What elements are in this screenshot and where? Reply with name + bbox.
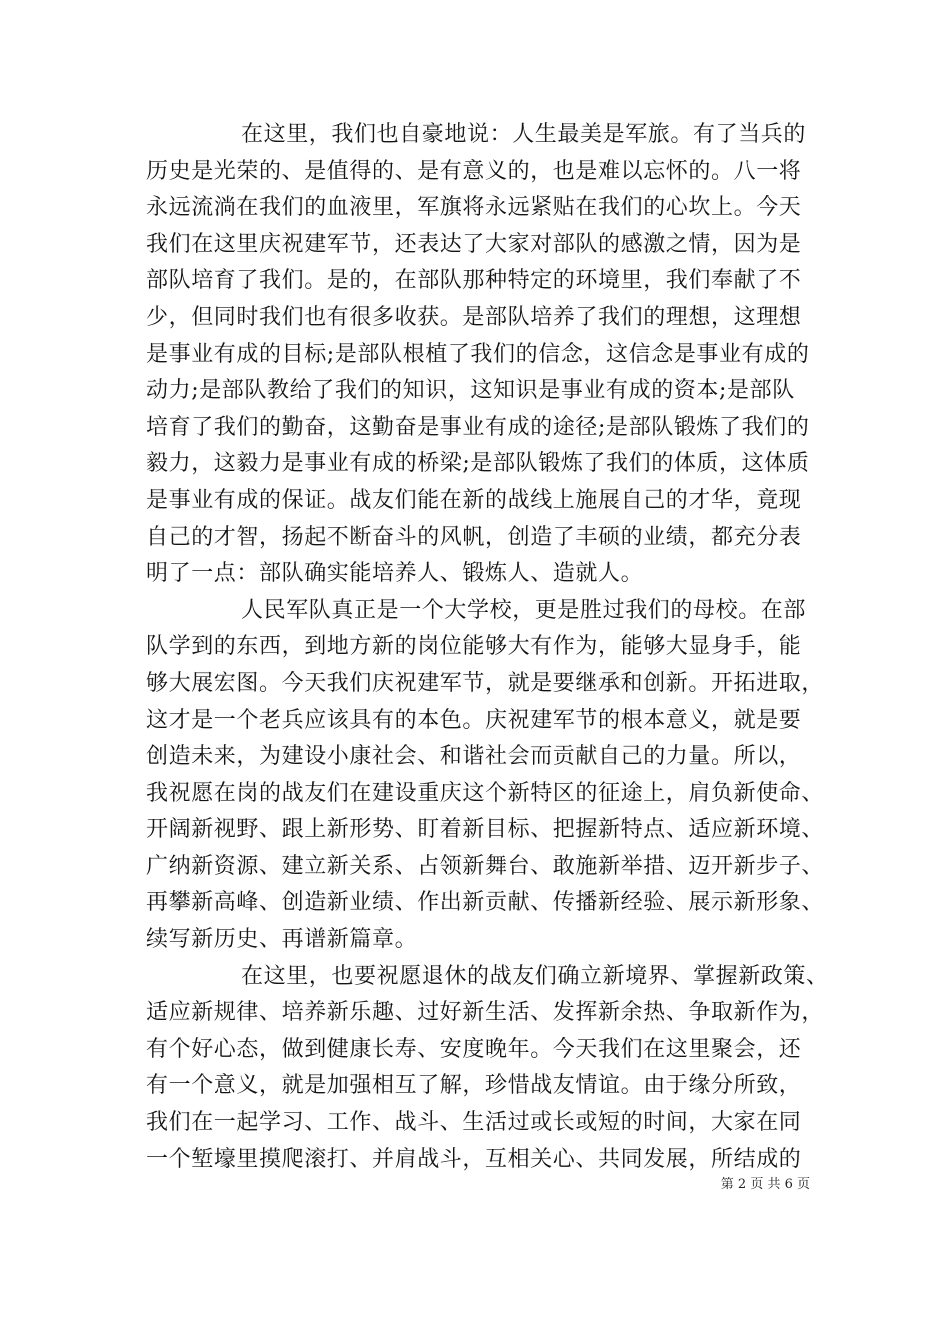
text-line: 永远流淌在我们的血液里，军旗将永远紧贴在我们的心坎上。今天 — [146, 195, 802, 221]
text-line: 在这里，我们也自豪地说：人生最美是军旅。有了当兵的 — [241, 122, 807, 147]
text-line: 一个堑壕里摸爬滚打、并肩战斗，互相关心、共同发展，所结成的 — [146, 1146, 802, 1172]
text-line: 培育了我们的勤奋，这勤奋是事业有成的途径;是部队锻炼了我们的 — [146, 414, 810, 440]
paragraph-3 — [146, 959, 829, 1179]
text-line: 创造未来，为建设小康社会、和谐社会而贡献自己的力量。所以， — [146, 744, 802, 770]
text-line: 我祝愿在岗的战友们在建设重庆这个新特区的征途上，肩负新使命、 — [146, 780, 825, 806]
paragraph-1 — [146, 117, 826, 593]
text-line: 适应新规律、培养新乐趣、过好新生活、发挥新余热、争取新作为， — [146, 1000, 825, 1026]
text-line: 部队培育了我们。是的，在部队那种特定的环境里，我们奉献了不 — [146, 268, 802, 294]
text-line: 在这里，也要祝愿退休的战友们确立新境界、掌握新政策、 — [241, 963, 829, 989]
text-line: 毅力，这毅力是事业有成的桥梁;是部队锻炼了我们的体质，这体质 — [146, 451, 810, 477]
body-text — [146, 117, 829, 1178]
text-line: 历史是光荣的、是值得的、是有意义的，也是难以忘怀的。八一将 — [146, 158, 802, 184]
text-line: 自己的才智，扬起不断奋斗的风帆，创造了丰硕的业绩，都充分表 — [146, 524, 802, 550]
text-line: 队学到的东西，到地方新的岗位能够大有作为，能够大显身手，能 — [146, 634, 802, 660]
text-line: 明了一点：部队确实能培养人、锻炼人、造就人。 — [146, 561, 644, 587]
text-line: 有一个意义，就是加强相互了解，珍惜战友情谊。由于缘分所致， — [146, 1073, 802, 1099]
text-line: 够大展宏图。今天我们庆祝建军节，就是要继承和创新。开拓进取， — [146, 670, 825, 696]
text-line: 少，但同时我们也有很多收获。是部队培养了我们的理想，这理想 — [146, 304, 802, 330]
text-line: 动力;是部队教给了我们的知识，这知识是事业有成的资本;是部队 — [146, 378, 795, 404]
text-line: 这才是一个老兵应该具有的本色。庆祝建军节的根本意义，就是要 — [146, 707, 802, 733]
text-line: 我们在一起学习、工作、战斗、生活过或长或短的时间，大家在同 — [146, 1110, 802, 1136]
text-line: 开阔新视野、跟上新形势、盯着新目标、把握新特点、适应新环境、 — [146, 817, 825, 843]
text-line: 是事业有成的目标;是部队根植了我们的信念，这信念是事业有成的 — [146, 341, 810, 367]
text-line: 再攀新高峰、创造新业绩、作出新贡献、传播新经验、展示新形象、 — [146, 890, 825, 916]
text-line: 广纳新资源、建立新关系、占领新舞台、敢施新举措、迈开新步子、 — [146, 853, 825, 879]
paragraph-2 — [146, 593, 826, 959]
text-line: 有个好心态，做到健康长寿、安度晚年。今天我们在这里聚会，还 — [146, 1036, 802, 1062]
text-line: 人民军队真正是一个大学校，更是胜过我们的母校。在部 — [241, 597, 807, 623]
page-number-footer: 第 2 页 共 6 页 — [720, 1177, 810, 1192]
text-line: 我们在这里庆祝建军节，还表达了大家对部队的感激之情，因为是 — [146, 231, 802, 257]
text-line: 是事业有成的保证。战友们能在新的战线上施展自己的才华，竟现 — [146, 487, 802, 513]
text-line: 续写新历史、再谱新篇章。 — [146, 927, 418, 953]
